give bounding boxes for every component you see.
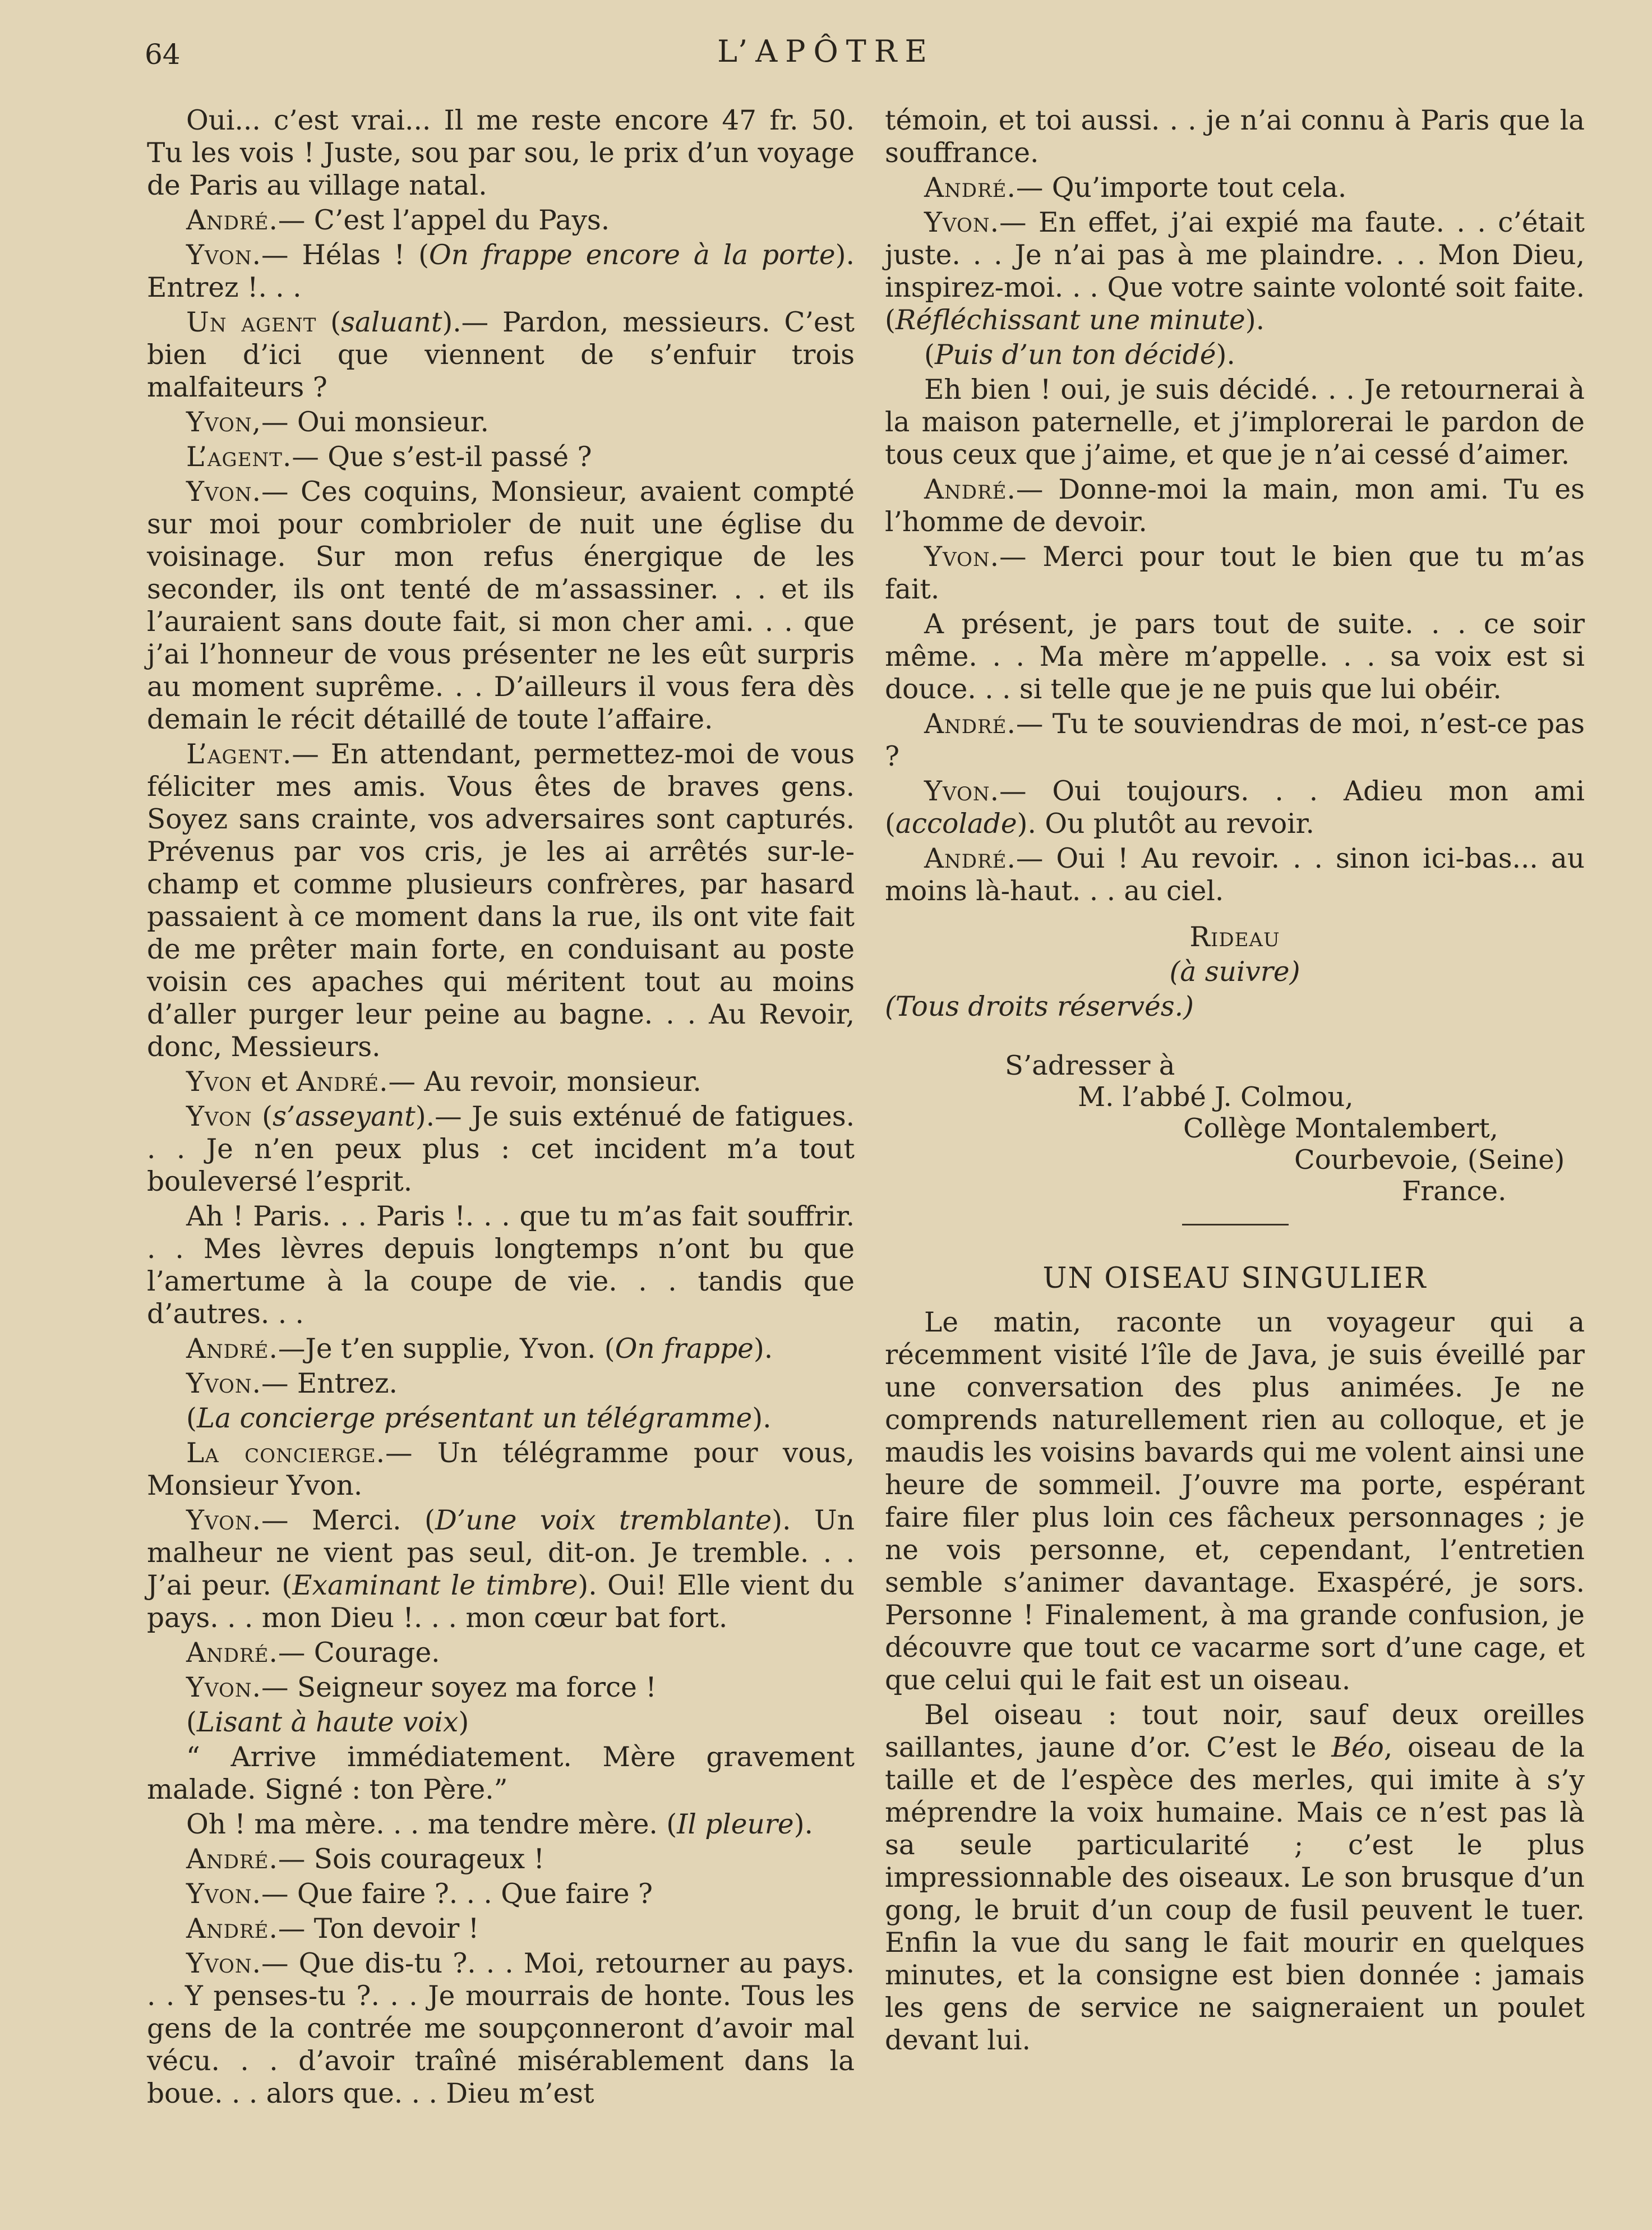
dialogue-paragraph	[147, 1402, 855, 1435]
text-run: (	[924, 339, 935, 371]
text-run: ). Entrez !. . .	[147, 239, 855, 303]
text-run: Ah ! Paris. . . Paris !. . . que tu m’as fait souffrir. . . Mes lèvres depuis longtemps n’ont bu que l’amertume à la coupe de vie. . . tandis que d’autres. . .	[147, 1201, 855, 1330]
stage-direction: Béo	[1331, 1732, 1384, 1763]
contact-address	[885, 1050, 1585, 1207]
text-run: témoin, et toi aussi. . . je n’ai connu à Paris que la souffrance.	[885, 105, 1585, 169]
text-run: (	[186, 1403, 197, 1434]
address-line: S’adresser à	[1005, 1050, 1175, 1081]
dialogue-paragraph	[885, 608, 1585, 706]
dialogue-paragraph	[147, 1913, 855, 1945]
speaker-name: Yvon.	[924, 207, 1000, 238]
text-run: — Entrez.	[261, 1368, 398, 1399]
speaker-name: André.	[296, 1066, 389, 1098]
dialogue-paragraph	[885, 541, 1585, 606]
speaker-name: André.	[186, 1844, 278, 1875]
address-line: Courbevoie, (Seine)	[1294, 1144, 1565, 1176]
text-run: ).— Pardon, messieurs. C’est bien d’ici que viennent de s’enfuir trois malfaiteurs ?	[147, 307, 855, 403]
article-body	[885, 1306, 1585, 2057]
speaker-name: André.	[924, 172, 1016, 204]
rights-notice: (Tous droits réservés.)	[885, 991, 1194, 1022]
dialogue-paragraph	[147, 1367, 855, 1400]
article-title: UN OISEAU SINGULIER	[1042, 1262, 1427, 1295]
text-run: (	[316, 307, 342, 338]
text-run: — Que dis-tu ?. . . Moi, retourner au pays. . . Y penses-tu ?. . . Je mourrais de honte. Tous les gens de la contrée me soupçonneront d’avoir mal vécu. . . d’avoir traîné misérablement dans la boue. . . alors que. . . Dieu m’est	[147, 1948, 855, 2109]
text-run: ).— Je suis exténué de fatigues. . . Je n’en peux plus : cet incident m’a tout bouleversé l’esprit.	[147, 1101, 855, 1197]
dialogue-paragraph	[147, 441, 855, 473]
text-run: — Qu’importe tout cela.	[1016, 172, 1347, 204]
address-line: France.	[1402, 1176, 1507, 1207]
dialogue-paragraph	[147, 1437, 855, 1502]
speaker-name: L’agent.	[186, 739, 292, 770]
text-run: Oui... c’est vrai... Il me reste encore 47 fr. 50. Tu les vois ! Juste, sou par sou, le prix d’un voyage de Paris au village natal.	[147, 105, 855, 201]
article-paragraph	[885, 1699, 1585, 2057]
dialogue-paragraph	[147, 306, 855, 404]
dialogue-paragraph	[147, 1706, 855, 1739]
dialogue-paragraph	[885, 339, 1585, 371]
speaker-name: André.	[924, 474, 1016, 505]
text-run: )	[458, 1707, 469, 1738]
speaker-name: André.	[924, 708, 1016, 740]
text-run: (	[252, 1101, 273, 1132]
speaker-name: L’agent.	[186, 441, 292, 473]
text-run: ).	[753, 1333, 773, 1365]
dialogue-paragraph	[147, 204, 855, 237]
speaker-name: Yvon	[186, 1066, 252, 1098]
dialogue-paragraph	[885, 473, 1585, 538]
dialogue-paragraph	[147, 1200, 855, 1330]
speaker-name: La concierge.	[186, 1437, 385, 1469]
section-divider	[1182, 1224, 1289, 1225]
dialogue-continuation	[885, 104, 1585, 907]
dialogue-paragraph	[147, 239, 855, 304]
stage-direction: Lisant à haute voix	[196, 1707, 459, 1738]
text-run: ).	[793, 1809, 813, 1840]
speaker-name: Yvon.	[924, 541, 1000, 573]
speaker-name: André.	[186, 1913, 278, 1945]
dialogue-paragraph	[147, 406, 855, 439]
text-run: — Tu te souviendras de moi, n’est-ce pas ?	[885, 708, 1585, 772]
dialogue-paragraph	[885, 374, 1585, 471]
speaker-name: Yvon,	[186, 407, 262, 438]
text-run: — Oui monsieur.	[261, 407, 489, 438]
text-run: A présent, je pars tout de suite. . . ce soir même. . . Ma mère m’appelle. . . sa voix est si douce. . . si telle que je ne puis que lui obéir.	[885, 609, 1585, 705]
text-run: — C’est l’appel du Pays.	[278, 205, 610, 236]
stage-direction: On frappe encore à la porte	[429, 239, 836, 271]
text-run: ).	[752, 1403, 772, 1434]
text-run: — Un télégramme pour vous, Monsieur Yvon.	[147, 1437, 855, 1501]
speaker-name: Yvon.	[186, 1878, 262, 1910]
dialogue-paragraph	[147, 1504, 855, 1634]
stage-direction: La concierge présentant un télégramme	[196, 1403, 753, 1434]
curtain-label: Rideau	[1189, 922, 1280, 953]
speaker-name: Yvon.	[186, 1672, 262, 1703]
stage-direction: Examinant le timbre	[292, 1570, 578, 1601]
speaker-name: Yvon.	[186, 1948, 262, 1979]
speaker-name: Yvon.	[924, 776, 1000, 807]
dialogue-paragraph	[147, 738, 855, 1063]
dialogue-paragraph	[885, 842, 1585, 907]
speaker-name: André.	[186, 205, 278, 236]
stage-direction: saluant	[341, 307, 442, 338]
dialogue-paragraph	[147, 104, 855, 202]
speaker-name: Yvon.	[186, 1505, 262, 1536]
text-run: Bel oiseau : tout noir, sauf deux oreilles saillantes, jaune d’or. C’est le	[885, 1699, 1585, 1763]
text-run: — Ton devoir !	[278, 1913, 479, 1945]
text-run: ). Ou plutôt au revoir.	[1017, 808, 1314, 840]
text-run: — Merci. (	[261, 1505, 435, 1536]
dialogue-paragraph	[147, 1878, 855, 1910]
text-run: Oh ! ma mère. . . ma tendre mère. (	[186, 1809, 677, 1840]
speaker-name: Yvon.	[186, 476, 262, 508]
stage-direction: s’asseyant	[273, 1101, 416, 1132]
text-run: — Au revoir, monsieur.	[388, 1066, 702, 1098]
text-run: ). Un malheur ne vient pas seul, dit-on. Je tremble. . . J’ai peur. (	[147, 1505, 855, 1601]
dialogue-paragraph	[147, 476, 855, 736]
text-run: ).	[1245, 305, 1265, 336]
text-run: — Que s’est-il passé ?	[292, 441, 592, 473]
text-run: — Ces coquins, Monsieur, avaient compté sur moi pour combrioler de nuit une église du voisinage. Sur mon refus énergique de les seconder, ils ont tenté de m’assassiner. . . et ils l’auraient sans doute fait, si mon cher ami. . . que j’ai l’honneur de vous présenter ne les eût surpris au moment suprême. . . D’ailleurs il vous fera dès demain le récit détaillé de toute l’affaire.	[147, 476, 855, 735]
speaker-name: André.	[924, 843, 1016, 874]
text-run: (	[186, 1707, 197, 1738]
dialogue-paragraph	[147, 1843, 855, 1876]
article-paragraph	[885, 1306, 1585, 1697]
dialogue-paragraph	[147, 1066, 855, 1098]
speaker-name: Yvon	[186, 1101, 252, 1132]
text-run: — Oui ! Au revoir. . . sinon ici-bas... au moins là-haut. . . au ciel.	[885, 843, 1585, 907]
stage-direction: On frappe	[615, 1333, 754, 1365]
stage-direction: Il pleure	[677, 1809, 794, 1840]
speaker-name: André.	[186, 1333, 278, 1365]
address-line: M. l’abbé J. Colmou,	[1078, 1081, 1354, 1113]
running-title: L’APÔTRE	[717, 34, 935, 69]
dialogue-paragraph	[147, 1637, 855, 1669]
text-run: — Que faire ?. . . Que faire ?	[261, 1878, 653, 1910]
address-line: Collège Montalembert,	[1183, 1113, 1498, 1144]
left-column	[147, 104, 855, 2112]
text-run: — Seigneur soyez ma force !	[261, 1672, 657, 1703]
dialogue-paragraph	[147, 1671, 855, 1704]
to-be-continued: (à suivre)	[1169, 956, 1300, 988]
text-run: et	[252, 1066, 297, 1098]
stage-direction: Puis d’un ton décidé	[934, 339, 1216, 371]
dialogue-paragraph	[147, 1100, 855, 1198]
text-run: — Donne-moi la main, mon ami. Tu es l’homme de devoir.	[885, 474, 1585, 538]
text-run: —Je t’en supplie, Yvon. (	[278, 1333, 615, 1365]
dialogue-paragraph	[147, 1333, 855, 1365]
stage-direction: D’une voix tremblante	[435, 1505, 772, 1536]
dialogue-paragraph	[147, 1947, 855, 2110]
dialogue-paragraph	[147, 1741, 855, 1806]
text-run: — En attendant, permettez-moi de vous féliciter mes amis. Vous êtes de braves gens. Soyez sans crainte, vos adversaires sont capturés. Prévenus par vos cris, je les ai arrêtés sur-le-champ et comme plusieurs confrères, par hasard passaient à ce moment dans la rue, ils ont vite fait de me prêter main forte, en conduisant au poste voisin ces apaches qui méritent tout au moins d’aller purger leur peine au bagne. . . Au Revoir, donc, Messieurs.	[147, 739, 855, 1063]
text-run: — Merci pour tout le bien que tu m’as fait.	[885, 541, 1585, 605]
speaker-name: André.	[186, 1637, 278, 1669]
text-run: ).	[1216, 339, 1235, 371]
stage-direction: Réfléchissant une minute	[895, 305, 1245, 336]
dialogue-paragraph	[885, 708, 1585, 773]
text-run: — Sois courageux !	[278, 1844, 544, 1875]
dialogue-paragraph	[885, 206, 1585, 337]
text-run: Le matin, raconte un voyageur qui a récemment visité l’île de Java, je suis éveillé par une conversation des plus animées. Je ne comprends naturellement rien au colloque, et je maudis les voisins bavards qui me volent ainsi une heure de sommeil. J’ouvre ma porte, espérant faire filer plus loin ces fâcheux personnages ; je ne vois personne, et, cependant, l’entretien semble s’animer davantage. Exaspéré, je sors. Personne ! Finalement, à ma grande confusion, je découvre que tout ce vacarme sort d’une cage, et que celui qui le fait est un oiseau.	[885, 1307, 1585, 1696]
text-run: — En effet, j’ai expié ma faute. . . c’était juste. . . Je n’ai pas à me plaindre. . . Mon Dieu, inspirez-moi. . . Que votre sainte volonté soit faite. (	[885, 207, 1585, 336]
speaker-name: Un agent	[186, 307, 317, 338]
text-run: , oiseau de la taille et de l’espèce des merles, qui imite à s’y méprendre la voix humaine. Mais ce n’est pas là sa seule particularité ; c’est le plus impressionnable des oiseaux. Le son brusque d’un gong, le bruit d’un coup de fusil peuvent le tuer. Enfin la vue du sang le fait mourir en quelques minutes, et la consigne est bien donnée : jamais les gens de service ne saigneraient un poulet devant lui.	[885, 1732, 1585, 2056]
text-run: “ Arrive immédiatement. Mère gravement malade. Signé : ton Père.”	[147, 1741, 855, 1805]
dialogue-paragraph	[147, 1808, 855, 1841]
text-run: — Oui toujours. . . Adieu mon ami (	[885, 776, 1585, 840]
speaker-name: Yvon.	[186, 239, 262, 271]
text-run: ). Oui! Elle vient du pays. . . mon Dieu !. . . mon cœur bat fort.	[147, 1570, 855, 1634]
stage-direction: accolade	[895, 808, 1017, 840]
dialogue-paragraph	[885, 172, 1585, 204]
text-run: Eh bien ! oui, je suis décidé. . . Je retournerai à la maison paternelle, et j’implorerai le pardon de tous ceux que j’aime, et que je n’ai cessé d’aimer.	[885, 374, 1585, 471]
dialogue-paragraph	[885, 104, 1585, 169]
text-run: — Courage.	[278, 1637, 440, 1669]
page-number: 64	[145, 38, 181, 71]
dialogue-paragraph	[885, 775, 1585, 840]
speaker-name: Yvon.	[186, 1368, 262, 1399]
text-run: — Hélas ! (	[261, 239, 430, 271]
right-column	[885, 104, 1585, 2059]
